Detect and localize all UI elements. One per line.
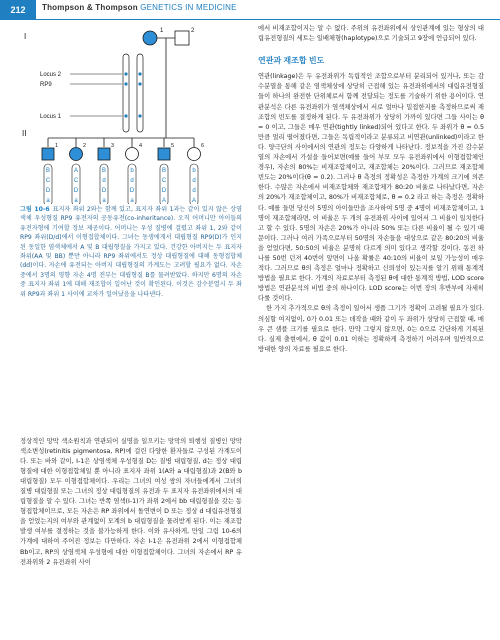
allele-label: b bbox=[130, 168, 134, 174]
sample-size-paragraph: 한 가지 추가적으로 θ의 측정이 일어서 생플 그기가 정확이 고려될 필요가 있다. 의심할 여지없이, 0가 0.01 또는 데작을 때와 같이 두 좌위가 상당히 근접할 때, 매우 큰 샘플 크기를 필요로 한다. 만약 그렇지 않으면, 0는 0으로 간단하게 기록된다. 실제 출현에서, θ 값이 0.01 이하는 정확하게 측정하기 어려우며 일반적으로 방대한 양의 자료를 필요로 한다. bbox=[258, 305, 484, 353]
parent-number: 2 bbox=[191, 28, 195, 34]
allele-label: a bbox=[74, 198, 78, 204]
figure-caption bbox=[20, 205, 242, 299]
child-symbol bbox=[42, 148, 54, 160]
locus-label: Locus 2 bbox=[40, 72, 62, 78]
allele-label: a bbox=[102, 198, 106, 204]
locus-band bbox=[124, 114, 127, 117]
running-title-lead: Thompson & Thompson bbox=[42, 3, 138, 12]
allele-label: B bbox=[101, 168, 107, 174]
allele-label: C bbox=[161, 178, 167, 184]
child-symbol bbox=[70, 148, 83, 161]
allele-label: C bbox=[73, 178, 79, 184]
allele-label: d bbox=[130, 178, 134, 184]
header-rule bbox=[0, 19, 500, 20]
allele-label: a bbox=[46, 198, 50, 204]
allele-label: C bbox=[45, 178, 51, 184]
allele-label: d bbox=[102, 178, 106, 184]
allele-label: D bbox=[161, 188, 167, 194]
intro-paragraph: 에서 비재조합이지는 알 수 없다. 주위의 유전좌위에서 상인관계에 있는 형상의 대립유전형질의 세트는 일배체형(haplotype)으로 기술되고 9장에 언급되어 있다. bbox=[258, 25, 484, 43]
allele-label: D bbox=[129, 188, 135, 194]
locus-band bbox=[138, 82, 141, 85]
child-number: 2 bbox=[83, 143, 87, 149]
running-title bbox=[42, 3, 237, 12]
child-symbol bbox=[188, 148, 201, 161]
section-title: 연관과 재조합 빈도 bbox=[258, 56, 325, 66]
allele-label: d bbox=[192, 188, 196, 194]
left-column-body bbox=[20, 437, 242, 568]
child-number: 4 bbox=[139, 143, 143, 149]
page-header bbox=[0, 0, 500, 20]
locus-band bbox=[138, 72, 141, 75]
affected-mother-symbol bbox=[143, 31, 157, 45]
child-number: 5 bbox=[171, 143, 175, 149]
parent-number: 1 bbox=[160, 28, 164, 34]
allele-label: D bbox=[101, 188, 107, 194]
generation-label: I bbox=[24, 32, 27, 41]
right-column bbox=[258, 24, 484, 355]
locus-band bbox=[138, 114, 141, 117]
pedigree-diagram bbox=[18, 24, 238, 204]
allele-label: a bbox=[130, 198, 134, 204]
caption-text: 표지자 좌위 2와는 함께 있고, 표지자 좌위 1과는 같이 있지 않은 상염색체 우성형질 RP9 유전자의 공동유전(co-inheritance). 오직 어머니만 아이들의 유전자형에 기여할 정보 제공이다. 어머니는 우성 질병에 걸렸고 좌위 1, 2와 같이 RP9 좌위(D/d)에서 이형접합체이다. 그녀는 동생에게서 대립형질 RP9(D)가 인지된 동일한 염색체에서 A 및 B 대립형질을 가지고 있다. 건강한 아버지는 두 표지자 좌위(AA 및 BB) 뿐만 아니라 RP9 좌위에서도 정상 대립형질에 대해 동형접합체(dd)이다. 자손에 유전되는 아버지 대립형질의 가계도는 고려할 필요가 없다. 자손 중에서 3명의 영향 자손 4명 전부는 대립형질 B를 물려받았다. 하지만 6명의 자손 중 표지자 좌위 1에 대해 재조합이 일어난 것이 확인된다. 이것은 감수분열시 두 좌위 RP9과 좌위 1 사이에 교차가 일어났음을 나타낸다. bbox=[20, 206, 242, 298]
maternal-chromosome bbox=[137, 54, 143, 132]
running-title-rest: GENETICS IN MEDICINE bbox=[137, 3, 237, 12]
locus-label: Locus 1 bbox=[40, 114, 62, 120]
allele-label: A bbox=[73, 168, 79, 174]
left-paragraph: 정상적인 망막 색소원칙과 연관되어 실명을 일으키는 망막의 퇴행성 질병인 망막 색소변성(retinitis pigmentosa, RP)에 걸린 다양한 환자들로 구성된 가계도이다. 또는 바와 같이, I-1은 상염색체 우성형질 D는 질병 대립형질, d는 정상 대립형질에 대한 이형접합체일 뿐 아니라 표지자 좌위 1(A와 a 대립형질)과 2(B와 b 대립형질) 모두 이형접합체이다. 우리는 그녀의 여성 쌍의 자녀들에게서 그녀의 질병 대립형질 또는 그녀의 정상 대립형질의 유전과 두 표지자 유전좌위에서의 대립형질을 알 수 있다. 그녀는 반쪽 염색(I-1)가 좌위 2에서 bb 대립형질을 갖는 동형접합체이므로, 모든 자손은 RP 좌위에서 돌연변이 D 또는 정상 d 대립유전형질을 얻었는지의 여부와 관계없이 모계의 b 대립형질을 물려받게 된다. 이는 재조합 발생 여부를 결정하는 것을 불가능하게 한다. 이와 유사하게, 만일 그림 10-6의 가계에 대하여 주어진 정보는 다만하다. 자손 I-1은 유전좌위 2에서 이형접합체 Bb이고, RP의 상염색체 우성형에 대한 이형접합체이다. 그녀의 자손에서 RP 유전좌위와 2 유전좌위 사이 bbox=[20, 438, 242, 566]
page-number: 212 bbox=[0, 0, 36, 20]
locus-band bbox=[124, 72, 127, 75]
allele-label: A bbox=[191, 198, 197, 204]
allele-label: B bbox=[161, 168, 167, 174]
allele-label: B bbox=[45, 168, 51, 174]
allele-label: A bbox=[161, 198, 167, 204]
child-symbol bbox=[98, 148, 110, 160]
locus-label: RP9 bbox=[40, 82, 52, 88]
allele-label: D bbox=[45, 188, 51, 194]
pedigree-figure bbox=[18, 24, 238, 204]
child-symbol bbox=[126, 148, 139, 161]
figure-label: 그림 10-6 bbox=[20, 206, 50, 213]
generation-label: II bbox=[22, 129, 27, 138]
allele-label: b bbox=[192, 168, 196, 174]
child-number: 6 bbox=[201, 143, 205, 149]
unaffected-father-symbol bbox=[175, 31, 189, 45]
child-number: 3 bbox=[111, 143, 115, 149]
linkage-paragraph: 연관(linkage)은 두 유전좌위가 독립적인 조합으로부터 분리되어 있거나, 또는 감수분열을 통해 같은 염색체상에 상당히 근접해 있는 유전좌위에서의 대립유전형질들이 하나의 완전한 단위체로서 함께 전달되는 정도를 기술하기 위한 용어이다. 연관분석은 다른 유전좌위가 염색체상에서 서로 얼마나 밀접한지를 측정하므로써 재조합의 빈도를 결정하게 된다. 두 유전좌위가 상당히 가까이 있다면 그들 사이는 θ = 0 이고, 그들은 매우 연관(tightly linked)되어 있다고 한다. 두 좌위가 θ = 0.5 만큼 멀리 떨어졌다면, 그들은 독립적이라고 분류되고 비연관(unlinked)이라고 한다. 양극단의 사이에서의 연관의 정도는 다양하게 나타난다. 정보적을 가진 감수분열의 자손에서 가설을 들어보면(예를 들어 부모 모두 유전좌위에서 이형접합체인 경우), 자손의 80%는 비재조합체이고, 재조합체는 20%이다. 그러므로 재조합체 빈도는 20%이다(θ = 0.2). 그러나 θ 측정의 정확성은 측정한 가계의 크기에 의존한다. 수많은 자손에서 비재조합체와 재조합체가 80:20 비율로 나타났다면, 자손의 20%가 재조합체이고, 80%가 비재조합체로, θ = 0.2 라고 하는 측정은 정확하다. 예를 들면 당신이 5명의 아이들만을 조사하여 5명 중 4명이 비재조합체이고, 1명이 재조합체라면, 이 비율은 두 개의 유전좌위 사이에 있어서 그 비율이 일치한다고 할 수 있다. 5명의 자손은 20%가 아니라 50% 또는 다른 비율이 될 수 있기 때문이다. 그러나 여러 가족으로부터 50명의 자손들을 대상으로 같은 80:20의 비율을 얻었다면, 50:50의 비율은 분명히 다르게 의미 있다고 생각할 것이다. 동전 하나를 50번 던져 40번이 앞면이 나올 확률은 40:10의 비율이 보일 가능성이 매우 적다. 그러므로 θ의 측정은 얼마나 정확하고 신뢰성이 있는지를 알기 위해 통계적 방법을 필요로 한다. 가계의 자료로부터 측정된 θ에 대한 통계적 방법, LOD score 방법은 연관분석의 비법 중의 하나이다. LOD score는 이번 장의 후반부에 자세히 다룰 것이다. bbox=[258, 73, 484, 303]
maternal-chromosome bbox=[123, 54, 129, 132]
child-number: 1 bbox=[55, 143, 59, 149]
child-symbol bbox=[158, 148, 170, 160]
allele-label: D bbox=[73, 188, 79, 194]
locus-band bbox=[124, 82, 127, 85]
allele-label: d bbox=[192, 178, 196, 184]
